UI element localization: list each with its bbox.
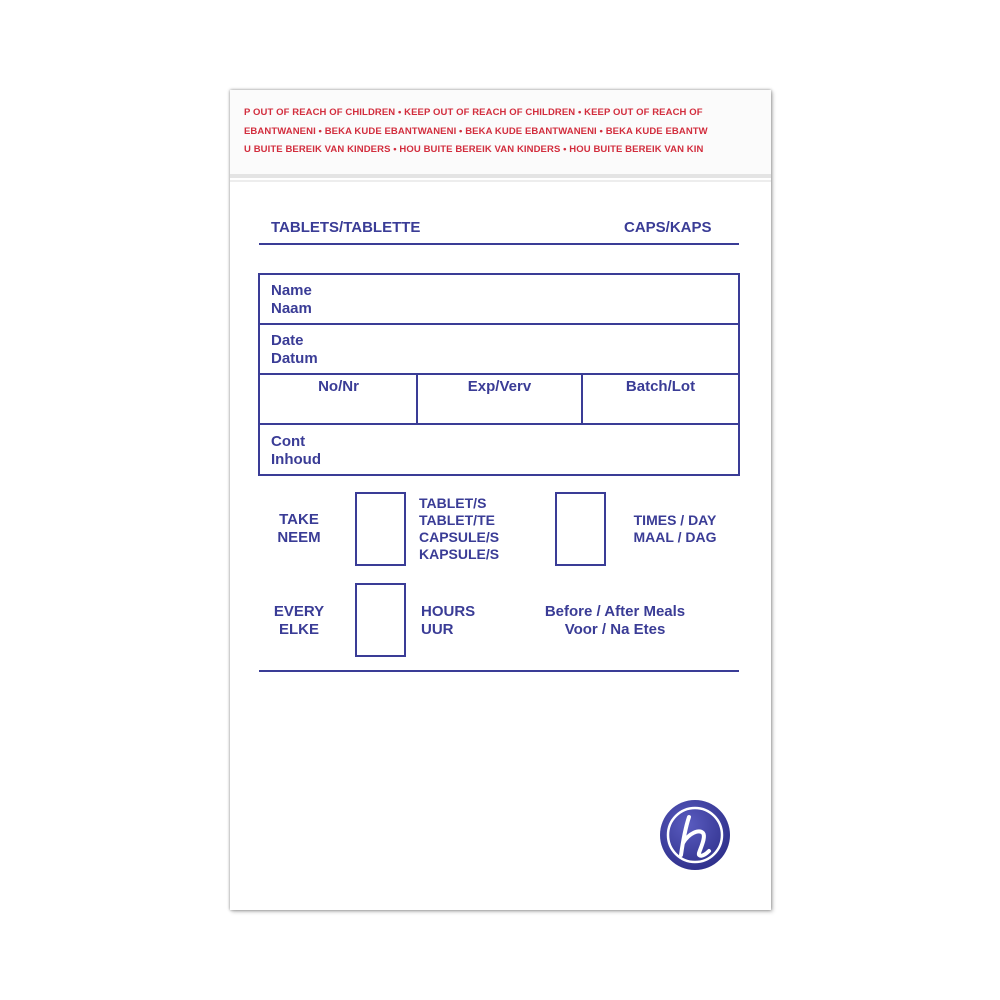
unit-tablets: TABLET/S: [419, 495, 487, 511]
unit-tablette: TABLET/TE: [419, 512, 495, 528]
patient-details-table: [258, 273, 740, 476]
name-field[interactable]: [271, 282, 312, 318]
row-divider: [260, 423, 738, 425]
zip-seal-bottom: [230, 180, 771, 182]
h-circle-logo-icon: [659, 799, 731, 871]
caps-heading: CAPS/KAPS: [624, 219, 712, 236]
meals-label-en: Before / After Meals: [544, 603, 686, 620]
take-label-en: TAKE: [279, 511, 319, 528]
hours-label: [421, 603, 475, 639]
tablets-heading: TABLETS/TABLETTE: [271, 219, 421, 236]
times-label-af: MAAL / DAG: [633, 529, 717, 545]
meals-label: [525, 603, 705, 639]
cont-label: Cont: [271, 433, 306, 450]
inhoud-label: Inhoud: [271, 451, 321, 468]
naam-label: Naam: [271, 300, 312, 317]
unit-capsules: CAPSULE/S: [419, 529, 500, 545]
times-per-day-label: [618, 512, 732, 546]
batch-field-label: Batch/Lot: [625, 378, 696, 395]
medicine-envelope: [230, 90, 771, 910]
date-field[interactable]: [271, 332, 318, 368]
meals-label-af: Voor / Na Etes: [564, 621, 666, 638]
bottom-divider: [259, 670, 739, 672]
every-label-en: EVERY: [273, 603, 325, 620]
unit-kapsules: KAPSULE/S: [419, 546, 500, 562]
warning-line-afrikaans: U BUITE BEREIK VAN KINDERS • HOU BUITE BEREIK VAN KINDERS • HOU BUITE BEREIK VAN KIN: [244, 144, 704, 155]
warning-line-english: P OUT OF REACH OF CHILDREN • KEEP OUT OF REACH OF CHILDREN • KEEP OUT OF REACH OF: [244, 107, 703, 118]
times-per-day-input-box[interactable]: [555, 492, 606, 566]
unit-labels: [419, 495, 499, 563]
hours-input-box[interactable]: [355, 583, 406, 657]
times-label-en: TIMES / DAY: [633, 512, 717, 528]
warning-seal-strip: [230, 90, 771, 176]
datum-label: Datum: [271, 350, 318, 367]
hours-label-af: UUR: [421, 621, 454, 638]
zip-seal-top: [230, 174, 771, 178]
every-label: [256, 603, 342, 639]
take-label-af: NEEM: [277, 529, 321, 546]
name-label: Name: [271, 282, 312, 299]
warning-line-xhosa: EBANTWANENI • BEKA KUDE EBANTWANENI • BEKA KUDE EBANTWANENI • BEKA KUDE EBANTW: [244, 126, 708, 137]
take-label: [256, 511, 342, 547]
contents-field[interactable]: [271, 433, 321, 469]
date-label: Date: [271, 332, 304, 349]
every-label-af: ELKE: [278, 621, 319, 638]
expiry-field-label: Exp/Verv: [467, 378, 532, 395]
row-divider: [260, 323, 738, 325]
header-divider: [259, 243, 739, 245]
quantity-input-box[interactable]: [355, 492, 406, 566]
row-divider: [260, 373, 738, 375]
hours-label-en: HOURS: [421, 603, 476, 620]
number-field-label: No/Nr: [318, 378, 359, 395]
